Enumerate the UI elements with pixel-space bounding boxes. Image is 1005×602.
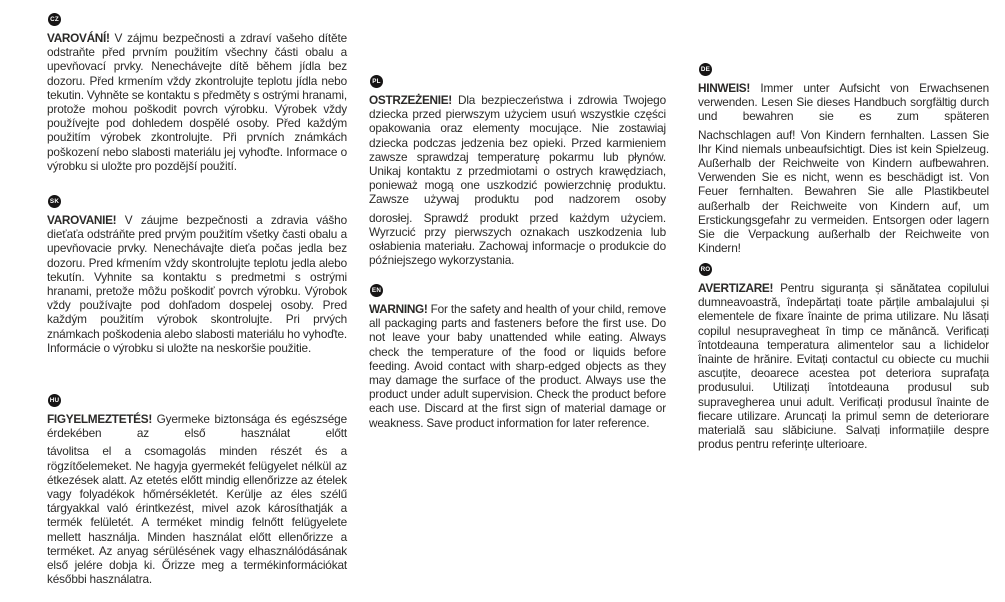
- section-warning-de: [698, 63, 989, 255]
- sk-language-badge: SK: [48, 195, 61, 208]
- warning-body-de: Immer unter Aufsicht von Erwachsenen verwenden. Lesen Sie dieses Handbuch sorgfältig durch und bewahren sie es zum späteren: [698, 81, 989, 124]
- warning-paragraph-sk: [47, 213, 347, 355]
- warning-title-hu: FIGYELMEZTETÉS!: [47, 412, 152, 426]
- warning-title-sk: VAROVANIE!: [47, 213, 117, 227]
- cz-language-badge: CZ: [48, 13, 61, 26]
- section-warning-pl: [369, 75, 666, 267]
- warning-body-pl: Dla bezpieczeństwa i zdrowia Twojego dziecka przed pierwszym użyciem usuń wszystkie części opakowania oraz elementy mocujące. Nie zostawiaj dziecka podczas jedzenia bez opieki. Przed karmieniem zawsze sprawdzaj temperaturę pokarmu lub płynów. Unikaj kontaktu z przedmiotami o ostrych krawędziach, ponieważ mogą one uszkodzić powierzchnię produktu. Zawsze używaj produktu pod nadzorem osoby: [369, 93, 666, 207]
- warning-paragraph-hu-continued: távolitsa el a csomagolás minden részét és a rögzítőelemeket. Ne hagyja gyermekét felügyelet nélkül az étkezések alatt. Az etetés előtt mindig ellenőrizze az ételek vagy folyadékok hőmérsékletét. Kerülje az éles szélű tárgyakkal való érintkezést, mivel azok károsíthatják a termék felületét. A terméket mindig felnőtt felügyelete mellett használja. Minden használat előtt ellenőrizze a terméket. Az anyag sérülésének vagy elhasználódásának első jelére dobja ki. Őrizze meg a termékinformációkat későbbi használatra.: [47, 444, 347, 587]
- warning-paragraph-ro: [698, 281, 989, 451]
- section-warning-en: [369, 284, 666, 430]
- warning-body-cz: V zájmu bezpečnosti a zdraví vašeho dítěte odstraňte před prvním použitím všechny části obalu a upevňovací prvky. Nenechávejte dítě během jídla bez dozoru. Před krmením vždy zkontrolujte teplotu jídla nebo tekutin. Vyhněte se kontaktu s předměty s ostrými hranami, protože mohou poškodit povrch výrobku. Výrobek vždy používejte pod dohledem dospělé osoby. Před každým použitím výrobek zkontrolujte. Při prvních známkách poškození nebo slabosti materiálu jej vyhoďte. Informace o výrobku si uložte pro pozdější použití.: [47, 31, 347, 173]
- hu-language-badge: HU: [48, 394, 61, 407]
- warning-paragraph-de: [698, 81, 989, 124]
- section-warning-ro: [698, 263, 989, 451]
- section-warning-sk: [47, 195, 347, 355]
- warning-paragraph-cz: [47, 31, 347, 173]
- section-warning-hu: [47, 394, 347, 586]
- warning-title-en: WARNING!: [369, 302, 428, 316]
- warning-body-ro: Pentru siguranța și sănătatea copilului dumneavoastră, îndepărtați toate părțile ambalajului și elementele de fixare înainte de prima utilizare. Nu lăsați copilul nesupravegheat în timp ce mănâncă. Verificați întotdeauna temperatura alimentelor sau a lichidelor înainte de hrănire. Evitați contactul cu obiecte cu muchii ascuțite, deoarece acestea pot deteriora suprafața produsului. Utilizați întotdeauna produsul sub supravegherea unui adult. Verificați produsul înainte de fiecare utilizare. Aruncați la primul semn de deteriorare materială sau slăbiciune. Salvați informațiile despre produs pentru referințe ulterioare.: [698, 281, 989, 452]
- warning-title-ro: AVERTIZARE!: [698, 281, 774, 295]
- section-warning-cz: [47, 13, 347, 173]
- en-language-badge: EN: [370, 284, 383, 297]
- warning-title-pl: OSTRZEŻENIE!: [369, 93, 452, 107]
- warning-body-en: For the safety and health of your child, remove all packaging parts and fasteners before the first use. Do not leave your baby unattended while eating. Always check the temperature of the food or liquids before feeding. Avoid contact with sharp-edged objects as they may damage the surface of the product. Always use the product under adult supervision. Check the product before each use. Discard at the first sign of material damage or weakness. Save product information for later reference.: [369, 302, 666, 430]
- warning-title-de: HINWEIS!: [698, 81, 750, 95]
- warning-paragraph-de-continued: Nachschlagen auf! Von Kindern fernhalten. Lassen Sie Ihr Kind niemals unbeaufsichtigt. Dies ist kein Spielzeug. Außerhalb der Reichweite von Kindern aufbewahren. Verwenden Sie es nicht, wenn es beschädigt ist. Von Feuer fernhalten. Bewahren Sie alle Plastikbeutel außerhalb der Reichweite von Kindern auf, um Erstickungsgefahr zu vermeiden. Entsorgen oder lagern Sie die Verpackung außerhalb der Reichweite von Kindern!: [698, 127, 989, 256]
- warning-body-hu: Gyermeke biztonsága és egészsége érdekében az első használat előtt: [47, 412, 347, 441]
- warning-paragraph-pl-continued: dorosłej. Sprawdź produkt przed każdym użyciem. Wyrzucić przy pierwszych oznakach uszkodzenia lub osłabienia materiału. Zachowaj informacje o produkcie do późniejszego wykorzystania.: [369, 210, 666, 268]
- warning-paragraph-en: [369, 302, 666, 430]
- warning-paragraph-pl: [369, 93, 666, 207]
- ro-language-badge: RO: [699, 263, 712, 276]
- de-language-badge: DE: [699, 63, 712, 76]
- warning-body-sk: V záujme bezpečnosti a zdravia vášho dieťaťa odstráňte pred prvým použitím všetky časti obalu a upevňovacie prvky. Nenechávajte dieťa počas jedla bez dozoru. Pred kŕmením vždy skontrolujte teplotu jedla alebo tekutín. Vyhnite sa kontaktu s predmetmi s ostrými hranami, pretože môžu poškodiť povrch výrobku. Výrobok vždy používajte pod dohľadom dospelej osoby. Pred každým použitím výrobok skontrolujte. Pri prvých známkach poškodenia alebo slabosti materiálu ho vyhoďte. Informácie o výrobku si uložte na neskoršie použitie.: [47, 213, 347, 355]
- warning-title-cz: VAROVÁNÍ!: [47, 31, 110, 45]
- pl-language-badge: PL: [370, 75, 383, 88]
- warning-paragraph-hu: [47, 412, 347, 440]
